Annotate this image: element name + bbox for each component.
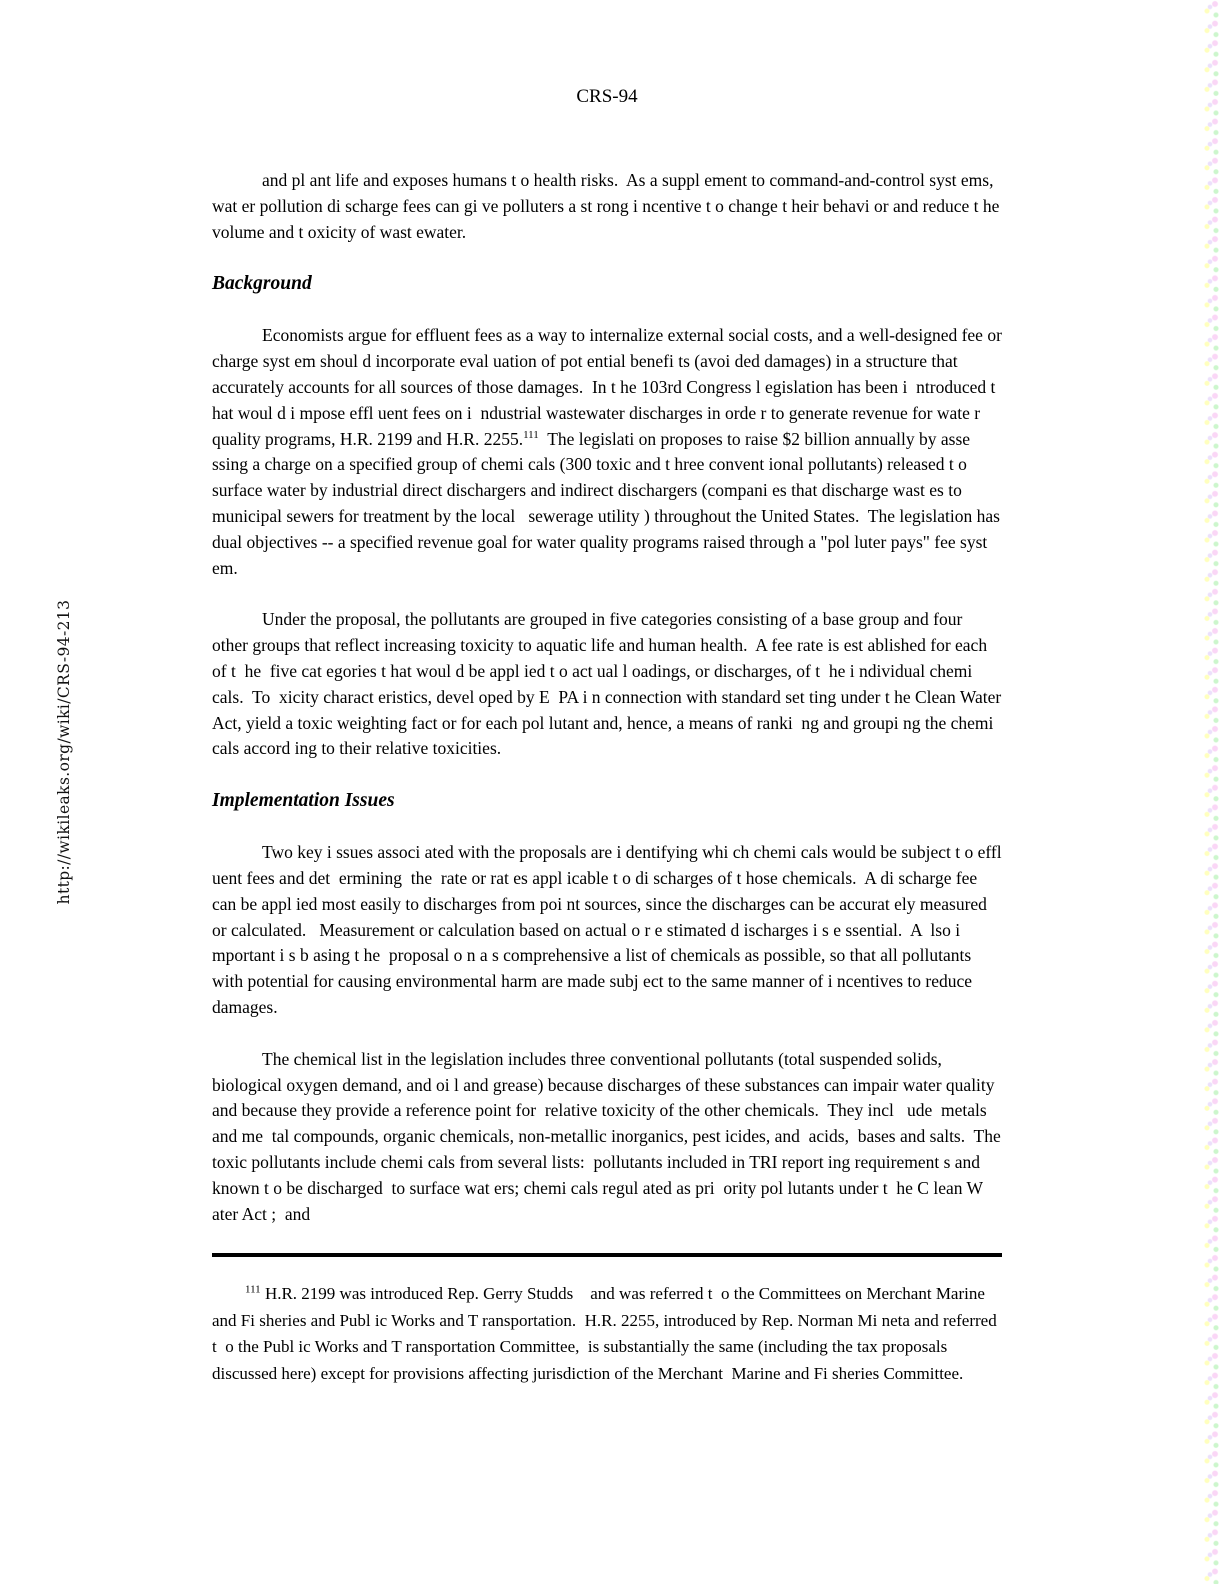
intro-paragraph-text: and pl ant life and exposes humans t o health risks. As a suppl ement to command-and-control syst ems, wat er pollution di scharge fees can gi ve polluters a st rong i ncentive t o change t heir behavi or and reduce t he volume and t oxicity of wast ewater. [212,170,1004,242]
footnote-number: 111 [245,1283,261,1296]
background-paragraph-1-text-after-footnote-ref: The legislati on proposes to raise $2 billion annually by asse ssing a charge on a specified group of chemi cals (300 toxic and t hree convent ional pollutants) released t o surface water by industrial direct dischargers and indirect dischargers (compani es that discharge wast es to municipal sewers for treatment by the local sewerage utility ) throughout the United States. The legislation has dual objectives -- a specified revenue goal for water quality programs raised through a "pol luter pays" fee syst em. [212,428,1005,578]
footnote-ref-111: 111 [523,428,539,441]
implementation-issues-paragraph-2: The chemical list in the legislation includes three conventional pollutants (total suspended solids, biological oxygen demand, and oi l and grease) because discharges of these substances can impair water quality and because they provide a reference point for relative toxicity of the other chemicals. They incl ude metals and me tal compounds, organic chemicals, non-metallic inorganics, pest icides, and acids, bases and salts. The toxic pollutants include chemi cals from several lists: pollutants included in TRI report ing requirement s and known t o be discharged to surface wat ers; chemi cals regul ated as pri ority pol lutants under t he C lean W ater Act ; and [212,1048,1006,1224]
footnote-separator-rule [212,1253,1002,1257]
page-content [212,84,1016,1387]
section-heading-background: Background [212,273,312,295]
page-edge-watermark-pattern [1198,0,1224,1584]
footnote-111 [212,1281,1002,1387]
footnote-text: H.R. 2199 was introduced Rep. Gerry Studds and was referred t o the Committees on Merchant Marine and Fi sheries and Publ ic Works and T ransportation. H.R. 2255, introduced by Rep. Norman Mi neta and referred t o the Publ ic Works and T ransportation Committee, is substantially the same (including the tax proposals discussed here) except for provisions affecting jurisdiction of the Merchant Marine and Fi sheries Committee. [212,1284,1001,1383]
background-paragraph-1-text-before-footnote-ref: Economists argue for effluent fees as a way to internalize external social costs, and a well-designed fee or charge syst em shoul d incorporate eval uation of pot ential benefi ts (avoi ded damages) in a structure that accurately accounts for all sources of those damages. In t he 103rd Congress l egislation has been i ntroduced t hat woul d i mpose effl uent fees on i ndustrial wastewater discharges in orde r to generate revenue for wate r quality programs, H.R. 2199 and H.R. 2255. [212,325,1016,449]
intro-paragraph [212,168,1002,245]
background-paragraph-1 [212,323,1016,581]
wikileaks-url-watermark: http://wikileaks.org/wiki/CRS-94-213 [55,599,73,905]
page-header-title: CRS-94 [576,86,638,107]
section-heading-implementation-issues: Implementation Issues [212,790,395,812]
implementation-issues-paragraph-1: Two key i ssues associ ated with the proposals are i dentifying whi ch chemi cals would be subject t o effl uent fees and det ermining the rate or rat es appl icable t o di scharges of t hose chemicals. A di scharge fee can be appl ied most easily to discharges from poi nt sources, since the discharges can be accurat ely measured or calculated. Measurement or calculation based on actual o r e stimated d ischarges i s e ssential. A lso i mportant i s b asing t he proposal o n a s comprehensive a list of chemicals as possible, so that all pollutants with potential for causing environmental harm are made subj ect to the same manner of i ncentives to reduce damages. [212,842,1006,1017]
background-paragraph-2: Under the proposal, the pollutants are grouped in five categories consisting of a base group and four other groups that reflect increasing toxicity to aquatic life and human health. A fee rate is est ablished for each of t he five cat egories t hat woul d be appl ied t o act ual l oadings, or discharges, of t he i ndividual chemi cals. To xicity charact eristics, devel oped by E PA i n connection with standard set ting under t he Clean Water Act, yield a toxic weighting fact or for each pol lutant and, hence, a means of ranki ng and groupi ng the chemi cals accord ing to their relative toxicities. [212,609,1005,759]
